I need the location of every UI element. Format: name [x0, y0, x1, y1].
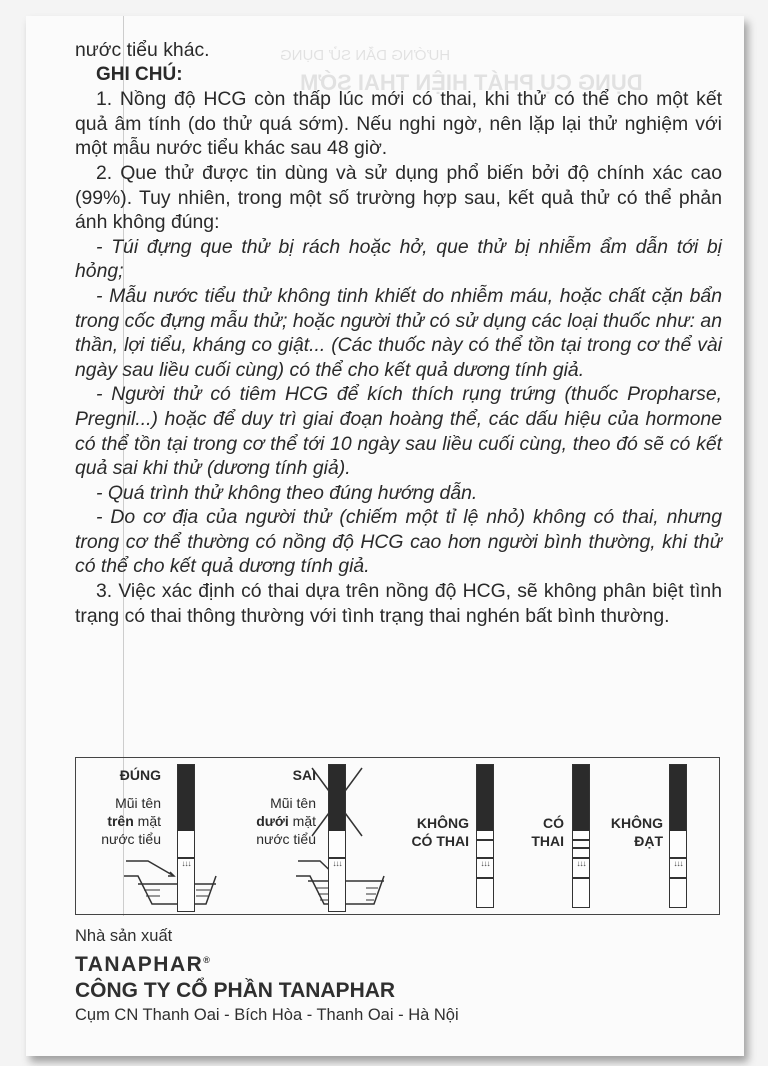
company-address: Cụm CN Thanh Oai - Bích Hòa - Thanh Oai - Hà Nội	[75, 1006, 459, 1024]
strip-handle	[178, 765, 194, 831]
correct-title: ĐÚNG	[119, 767, 161, 783]
strip-marker	[573, 877, 589, 879]
strip-handle	[670, 765, 686, 831]
strip-handle	[329, 765, 345, 831]
result-not-pregnant-label	[401, 814, 469, 850]
brand-name: TANAPHAR	[75, 953, 204, 976]
test-strip-wrong	[328, 764, 346, 912]
caption-line: Mũi tên	[270, 795, 316, 811]
caption-line	[236, 812, 316, 830]
control-band	[477, 839, 493, 841]
manufacturer-label: Nhà sản xuất	[75, 927, 173, 945]
strip-marker	[477, 877, 493, 879]
caption-line: nước tiểu	[101, 831, 161, 847]
caption-rest: mặt	[133, 813, 161, 829]
notes-section	[75, 38, 722, 628]
result-line: KHÔNG	[416, 815, 469, 831]
note-2: 2. Que thử được tin dùng và sử dụng phổ biến bởi độ chính xác cao (99%). Tuy nhiên, trong một số trường hợp sau, kết quả thử có thể phản ánh không đúng:	[75, 161, 722, 234]
result-invalid-label	[601, 814, 663, 850]
result-line: ĐẠT	[634, 833, 663, 849]
strip-handle	[573, 765, 589, 831]
strip-handle	[477, 765, 493, 831]
note-2-case-5: - Do cơ địa của người thử (chiếm một tỉ lệ nhỏ) không có thai, nhưng trong cơ thể thường có nồng độ HCG cao hơn người bình thường, khi thử có thể cho kết quả dương tính giả.	[75, 506, 722, 578]
control-band	[573, 839, 589, 841]
test-strip-invalid	[669, 764, 687, 908]
caption-bold: dưới	[256, 813, 289, 829]
registered-mark: ®	[203, 955, 210, 965]
note-2-case-3: - Người thử có tiêm HCG để kích thích rụng trứng (thuốc Propharse, Pregnil...) hoặc để duy trì giai đoạn hoàng thể, các dấu hiệu của hormone có thể tồn tại trong cơ thể tới 10 ngày sau liều cuối cùng, theo đó sẽ có kết quả sai khi thử (dương tính giả).	[75, 383, 722, 480]
result-line: CÓ THAI	[411, 833, 469, 849]
note-3: 3. Việc xác định có thai dựa trên nồng độ HCG, sẽ không phân biệt tình trạng có thai thông thường với tình trạng thai nghén bất bình thường.	[75, 580, 722, 627]
notes-heading: GHI CHÚ:	[96, 63, 183, 85]
test-band	[573, 847, 589, 849]
bleed-through-title: DỤNG CỤ PHÁT HIỆN THAI SỚM	[300, 70, 643, 95]
strip-marker	[670, 877, 686, 879]
result-line: THAI	[531, 833, 564, 849]
arrow-icon: ↓↓↓	[332, 859, 342, 868]
note-2-case-1: - Túi đựng que thử bị rách hoặc hở, que thử bị nhiễm ẩm dẫn tới bị hỏng;	[75, 235, 722, 283]
caption-line: Mũi tên	[115, 795, 161, 811]
note-2-case-2: - Mẫu nước tiểu thử không tinh khiết do nhiễm máu, hoặc chất cặn bẩn trong cốc đựng mẫu thử; hoặc người thử có sử dụng các loại thuốc như: an thần, lợi tiểu, kháng co giật... (Các thuốc này có thể tồn tại trong cơ thể vài ngày sau liều cuối cùng) có thể cho kết quả dương tính giả.	[75, 284, 722, 381]
brand-logo	[75, 947, 459, 978]
bleed-through-subtitle: HƯỚNG DẪN SỬ DỤNG	[280, 47, 451, 64]
arrow-icon: ↓↓↓	[576, 859, 586, 868]
caption-line: nước tiểu	[256, 831, 316, 847]
result-line: KHÔNG	[610, 815, 663, 831]
test-strip-pregnant	[572, 764, 590, 908]
test-strip-diagram	[75, 757, 720, 915]
result-pregnant-label	[516, 814, 564, 850]
caption-bold: trên	[107, 813, 134, 829]
note-2-case-4: - Quá trình thử không theo đúng hướng dẫn.	[96, 481, 478, 504]
wrong-caption	[236, 794, 316, 848]
result-line: CÓ	[543, 815, 564, 831]
arrow-icon: ↓↓↓	[673, 859, 683, 868]
note-1: 1. Nồng độ HCG còn thấp lúc mới có thai, khi thử có thể cho một kết quả âm tính (do thử quá sớm). Nếu nghi ngờ, nên lặp lại thử nghiệm với một mẫu nước tiểu khác sau 48 giờ.	[75, 88, 722, 160]
manufacturer-info	[75, 925, 459, 1026]
company-name: CÔNG TY CỔ PHẦN TANAPHAR	[75, 979, 396, 1002]
test-strip-not-pregnant	[476, 764, 494, 908]
test-strip-correct	[177, 764, 195, 912]
arrow-icon: ↓↓↓	[181, 859, 191, 868]
wrong-title: SAI	[292, 767, 316, 783]
caption-rest: mặt	[288, 813, 316, 829]
continuation-text: nước tiểu khác.	[75, 39, 210, 61]
arrow-icon: ↓↓↓	[480, 859, 490, 868]
